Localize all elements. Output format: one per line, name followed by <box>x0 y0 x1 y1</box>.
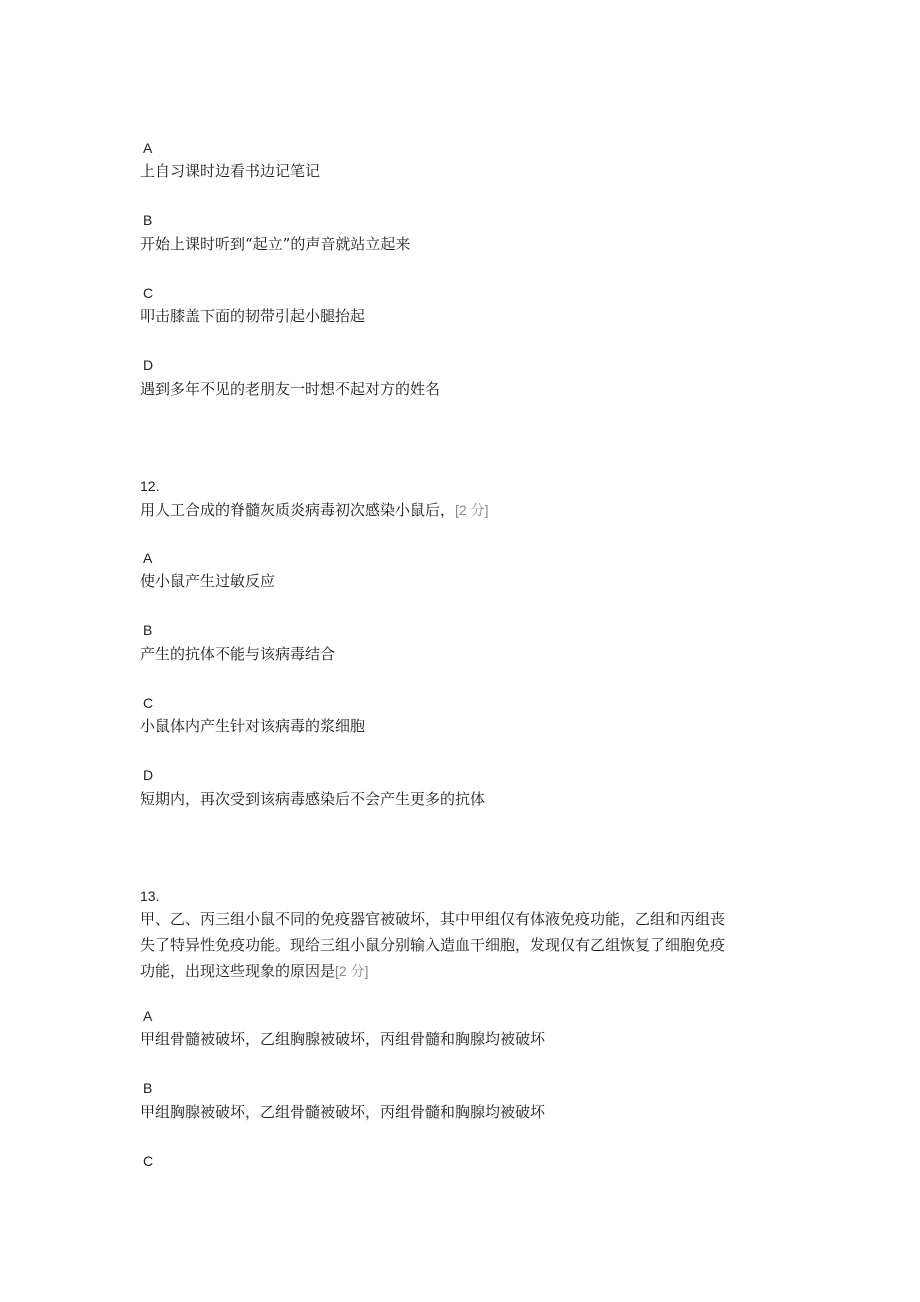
question-number: 13. <box>140 888 160 904</box>
option-label-c: C <box>143 1153 154 1169</box>
question-stem <box>140 497 780 523</box>
question-stem <box>140 906 780 984</box>
option-label-b: B <box>143 1080 153 1096</box>
question-stem-text: 功能，出现这些现象的原因是 <box>140 962 336 980</box>
option-label-b: B <box>143 622 153 638</box>
option-text-c: 小鼠体内产生针对该病毒的浆细胞 <box>140 717 366 735</box>
option-label-c: C <box>143 695 154 711</box>
option-text-b: 产生的抗体不能与该病毒结合 <box>140 645 336 663</box>
option-text-a: 上自习课时边看书边记笔记 <box>140 162 321 180</box>
option-label-a: A <box>143 550 153 566</box>
question-stem-line: 甲、乙、丙三组小鼠不同的免疫器官被破坏，其中甲组仅有体液免疫功能，乙组和丙组丧 <box>140 910 726 928</box>
question-score: [2 分] <box>455 502 489 518</box>
option-text-a: 甲组骨髓被破坏，乙组胸腺被破坏，丙组骨髓和胸腺均被破坏 <box>140 1030 546 1048</box>
option-text-d: 遇到多年不见的老朋友一时想不起对方的姓名 <box>140 380 441 398</box>
option-text-b: 甲组胸腺被破坏，乙组骨髓被破坏，丙组骨髓和胸腺均被破坏 <box>140 1103 546 1121</box>
option-text-d: 短期内，再次受到该病毒感染后不会产生更多的抗体 <box>140 790 486 808</box>
question-score: [2 分] <box>335 963 369 979</box>
question-stem-text: 用人工合成的脊髓灰质炎病毒初次感染小鼠后， <box>140 501 456 519</box>
option-label-c: C <box>143 285 154 301</box>
option-text-a: 使小鼠产生过敏反应 <box>140 572 276 590</box>
option-label-a: A <box>143 1008 153 1024</box>
question-stem-line-last <box>140 958 780 984</box>
question-stem-line: 失了特异性免疫功能。现给三组小鼠分别输入造血干细胞，发现仅有乙组恢复了细胞免疫 <box>140 936 726 954</box>
option-text-b: 开始上课时听到“起立”的声音就站立起来 <box>140 235 411 253</box>
option-label-a: A <box>143 140 153 156</box>
option-label-d: D <box>143 767 154 783</box>
option-label-d: D <box>143 357 154 373</box>
question-number: 12. <box>140 478 160 494</box>
option-label-b: B <box>143 212 153 228</box>
option-text-c: 叩击膝盖下面的韧带引起小腿抬起 <box>140 307 366 325</box>
